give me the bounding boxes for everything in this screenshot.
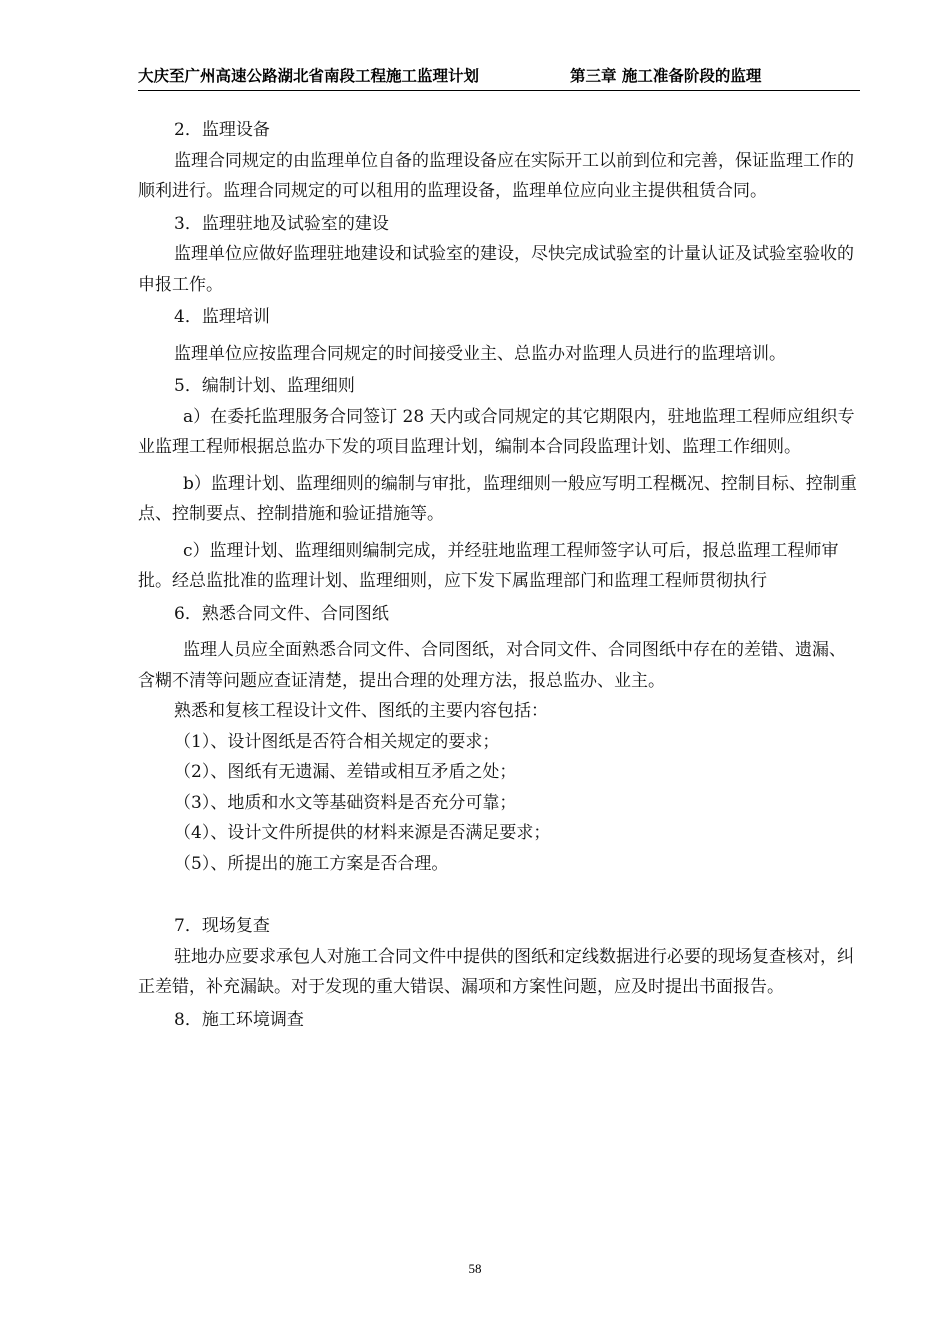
section-heading-2: 2．监理设备	[174, 120, 270, 140]
paragraph-equipment: 监理合同规定的由监理单位自备的监理设备应在实际开工以前到位和完善，保证监理工作的顺利进行。监理合同规定的可以租用的监理设备，监理单位应向业主提供租赁合同。	[138, 150, 854, 201]
section-heading-3: 3．监理驻地及试验室的建设	[174, 213, 389, 234]
list-item: （1）、设计图纸是否符合相关规定的要求；	[174, 731, 500, 752]
paragraph-plan-b: b）监理计划、监理细则的编制与审批，监理细则一般应写明工程概况、控制目标、控制重点、控制要点、控制措施和验证措施等。	[138, 473, 857, 524]
paragraph-site-lab: 监理单位应做好监理驻地建设和试验室的建设，尽快完成试验室的计量认证及试验室验收的申报工作。	[138, 244, 854, 295]
paragraph-contract-docs: 监理人员应全面熟悉合同文件、合同图纸，对合同文件、合同图纸中存在的差错、遗漏、含糊不清等问题应查证清楚，提出合理的处理方法，报总监办、业主。	[138, 640, 846, 691]
page-body	[138, 113, 860, 1035]
list-item: （2）、图纸有无遗漏、差错或相互矛盾之处；	[174, 762, 517, 782]
paragraph-review-intro: 熟悉和复核工程设计文件、图纸的主要内容包括：	[174, 701, 548, 721]
paragraph-plan-a: a）在委托监理服务合同签订 28 天内或合同规定的其它期限内，驻地监理工程师应组织专业监理工程师根据总监办下发的项目监理计划，编制本合同段监理计划、监理工作细则。	[138, 406, 855, 457]
paragraph-training: 监理单位应按监理合同规定的时间接受业主、总监办对监理人员进行的监理培训。	[174, 343, 786, 364]
section-heading-5: 5．编制计划、监理细则	[174, 376, 355, 396]
section-heading-6: 6．熟悉合同文件、合同图纸	[174, 603, 389, 624]
list-item: （4）、设计文件所提供的材料来源是否满足要求；	[174, 823, 551, 843]
document-title: 大庆至广州高速公路湖北省南段工程施工监理计划	[138, 67, 480, 85]
page-header	[138, 64, 860, 91]
chapter-title: 第三章 施工准备阶段的监理	[570, 67, 762, 85]
paragraph-plan-c: c）监理计划、监理细则编制完成，并经驻地监理工程师签字认可后，报总监理工程师审批。经总监批准的监理计划、监理细则，应下发下属监理部门和监理工程师贯彻执行	[138, 540, 839, 591]
paragraph-site-review: 驻地办应要求承包人对施工合同文件中提供的图纸和定线数据进行必要的现场复查核对，纠正差错，补充漏缺。对于发现的重大错误、漏项和方案性问题，应及时提出书面报告。	[138, 946, 854, 997]
list-item: （5）、所提出的施工方案是否合理。	[174, 853, 449, 874]
list-item: （3）、地质和水文等基础资料是否充分可靠；	[174, 792, 517, 813]
section-heading-7: 7．现场复查	[174, 916, 270, 936]
page-number: 58	[468, 1261, 482, 1276]
section-heading-4: 4．监理培训	[174, 307, 270, 327]
section-heading-8: 8．施工环境调查	[174, 1009, 304, 1030]
blank-line	[138, 879, 860, 909]
